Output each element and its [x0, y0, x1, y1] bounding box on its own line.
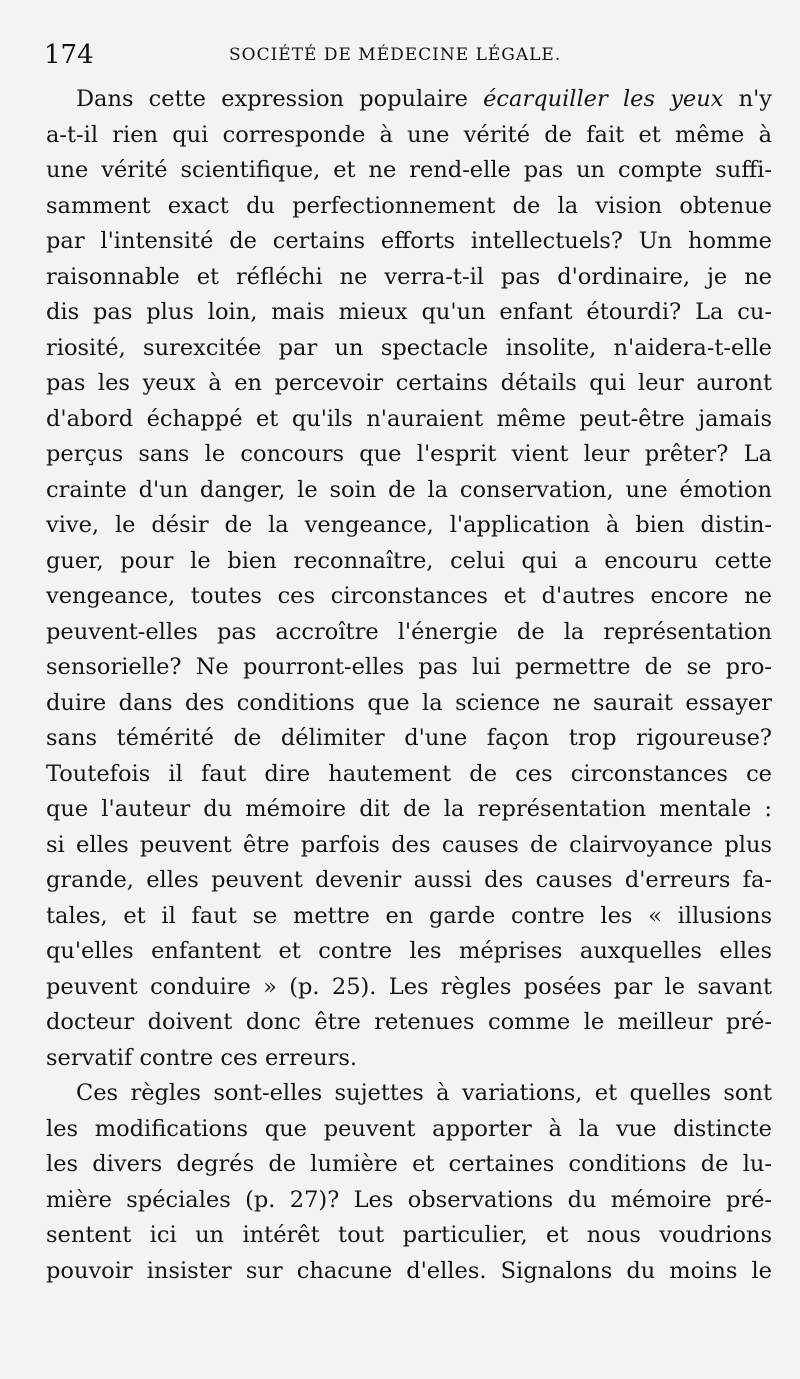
text-line — [46, 82, 772, 118]
page-header — [44, 40, 774, 80]
text-line: mière spéciales (p. 27)? Les observations du mémoire pré- — [46, 1186, 772, 1213]
italic-phrase: écarquiller les yeux — [483, 86, 724, 112]
page-number: 174 — [44, 40, 94, 70]
text-line: si elles peuvent être parfois des causes de clairvoyance plus — [46, 831, 772, 858]
text-line: servatif contre ces erreurs. — [46, 1044, 358, 1071]
text-line: pas les yeux à en percevoir certains détails qui leur auront — [46, 370, 772, 396]
text-line: Toutefois il faut dire hautement de ces circonstances ce — [46, 760, 772, 787]
text-line: par l'intensité de certains efforts intellectuels? Un homme — [46, 228, 772, 254]
text-line: tales, et il faut se mettre en garde contre les « illusions — [46, 902, 772, 929]
text-line: sentent ici un intérêt tout particulier, et nous voudrions — [46, 1222, 772, 1248]
text-line: duire dans des conditions que la science ne saurait essayer — [46, 689, 772, 716]
paragraph-1 — [46, 82, 772, 1076]
text-line: crainte d'un danger, le soin de la conservation, une émotion — [46, 476, 772, 503]
text-line: dis pas plus loin, mais mieux qu'un enfant étourdi? La cu- — [46, 299, 772, 325]
text-line: vive, le désir de la vengeance, l'application à bien distin- — [46, 512, 772, 538]
text-line: peuvent-elles pas accroître l'énergie de la représentation — [46, 618, 772, 645]
text-line: peuvent conduire » (p. 25). Les règles posées par le savant — [46, 973, 772, 1000]
text-line: sans témérité de délimiter d'une façon trop rigoureuse? — [46, 725, 772, 751]
text-run: n'y — [723, 86, 772, 112]
text-line: grande, elles peuvent devenir aussi des causes d'erreurs fa- — [46, 867, 772, 893]
text-line: Ces règles sont-elles sujettes à variations, et quelles sont — [76, 1080, 772, 1106]
page-body — [46, 82, 772, 1289]
text-line: raisonnable et réfléchi ne verra-t-il pas d'ordinaire, je ne — [46, 263, 772, 290]
text-line: les divers degrés de lumière et certaines conditions de lu- — [46, 1151, 772, 1177]
text-line: vengeance, toutes ces circonstances et d'autres encore ne — [46, 583, 772, 609]
text-line: riosité, surexcitée par un spectacle insolite, n'aidera-t-elle — [46, 334, 772, 361]
text-line: docteur doivent donc être retenues comme le meilleur pré- — [46, 1009, 772, 1035]
text-line: guer, pour le bien reconnaître, celui qui a encouru cette — [46, 547, 772, 574]
text-line: sensorielle? Ne pourront-elles pas lui permettre de se pro- — [46, 654, 772, 680]
text-line: qu'elles enfantent et contre les méprises auxquelles elles — [46, 938, 772, 964]
running-head: SOCIÉTÉ DE MÉDECINE LÉGALE. — [229, 45, 562, 65]
text-line: les modifications que peuvent apporter à la vue distincte — [46, 1115, 772, 1142]
text-line: samment exact du perfectionnement de la vision obtenue — [46, 192, 772, 219]
text-line: une vérité scientifique, et ne rend-elle pas un compte suffi- — [46, 157, 772, 183]
text-run: Dans cette expression populaire — [76, 86, 484, 112]
text-line: perçus sans le concours que l'esprit vient leur prêter? La — [46, 441, 772, 467]
text-line: d'abord échappé et qu'ils n'auraient même peut-être jamais — [46, 405, 772, 432]
text-line: que l'auteur du mémoire dit de la représentation mentale : — [46, 796, 772, 822]
text-line: a-t-il rien qui corresponde à une vérité de fait et même à — [46, 121, 772, 148]
paragraph-2 — [46, 1076, 772, 1289]
text-line: pouvoir insister sur chacune d'elles. Signalons du moins le — [46, 1257, 772, 1284]
